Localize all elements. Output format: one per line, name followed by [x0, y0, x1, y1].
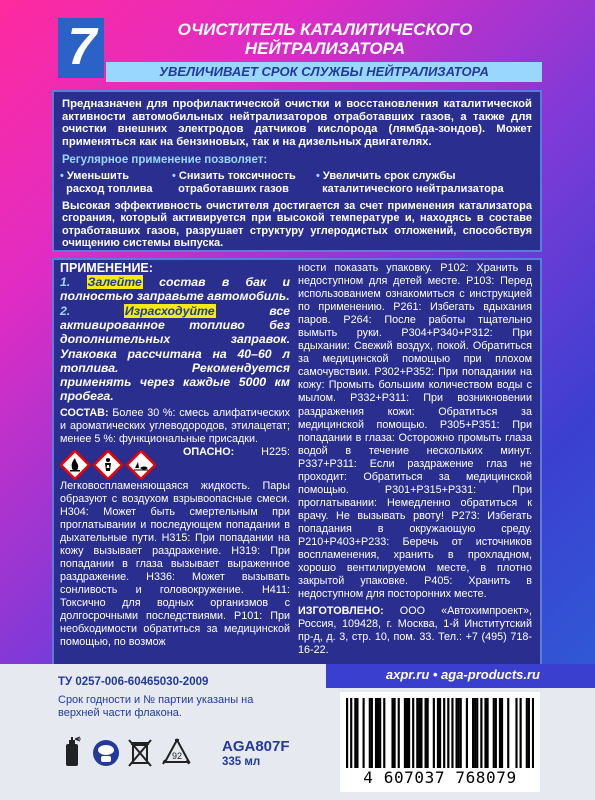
- composition: СОСТАВ: Более 30 %: смесь алифатических и ароматических углеводородов, этилацетат; менее 5 %: функциональные присадки.: [60, 406, 290, 445]
- barcode-bar: [495, 698, 497, 768]
- info-panel: [52, 90, 542, 252]
- product-title: [110, 20, 540, 58]
- benefit-toxicity: • Снизить токсичность отработавших газов: [172, 170, 296, 195]
- usage-panel: [52, 258, 542, 666]
- intro-text: Предназначен для профилактической очистки и восстановления каталитической активности автомобильных нейтрализаторов отработавших газов, а также для очистки внешних электродов датчиков кислорода (лямбда-зондов). Может применяться как на бензиновых, так и на дизельных двигателях.: [62, 98, 532, 148]
- barcode-bar: [480, 698, 482, 768]
- barcode-bar: [375, 698, 377, 768]
- barcode-bar: [350, 698, 352, 768]
- barcode-bar: [451, 698, 453, 768]
- barcode-bar: [356, 698, 358, 768]
- recycle-icon: [160, 736, 194, 770]
- barcode-bar: [532, 698, 534, 768]
- usage-left-column: [60, 262, 290, 649]
- barcode-bar: [460, 698, 462, 768]
- barcode-bar: [443, 698, 445, 768]
- efficiency-text: Высокая эффективность очистителя достигается за счет применения катализатора сгорания, который активируется при высокой температуре и, находясь в составе отработавших газов, разрушает структуру углеродистых отложений, способствуя очищению системы выпуска.: [62, 200, 532, 250]
- benefit-lifetime: • Увеличить срок службы каталитического нейтрализатора: [316, 170, 504, 195]
- barcode-bar: [404, 698, 406, 768]
- product-subtitle: УВЕЛИЧИВАЕТ СРОК СЛУЖБЫ НЕЙТРАЛИЗАТОРА: [106, 62, 542, 82]
- barcode-bar: [439, 698, 441, 768]
- manufacturer: ИЗГОТОВЛЕНО: ООО «Автохимпроект», Россия, 109428, г. Москва, 1-й Институтский пр-д, д. 3, стр. 10, пом. 33. Тел.: +7 (495) 718-16-22.: [298, 605, 532, 657]
- health-hazard-pictogram-icon: [93, 450, 123, 480]
- barcode-bar: [427, 698, 429, 768]
- barcode-bar: [499, 698, 501, 768]
- barcode-bar: [406, 698, 408, 768]
- barcode-bar: [363, 698, 365, 768]
- hazard-statements: ОПАСНО: H225: Легковоспламеняющаяся жидкость. Пары образуют с воздухом взрывоопасные смеси. H304: Может быть смертельным при проглатывании и последующем попадании в дыхательные пути. H315: При попадании на кожу вызывает раздражение. H319: При попадании в глаза вызывает выраженное раздражение. H336: Может вызывать сонливость и головокружение. H411: Токсично для водных организмов с долгосрочными последствиями. P101: При необходимости обратиться за медицинской помощью, по возмож: [60, 445, 290, 649]
- barcode-bar: [383, 698, 385, 768]
- barcode-bar: [379, 698, 381, 768]
- barcode-bar: [418, 698, 420, 768]
- environment-pictogram-icon: [126, 450, 156, 480]
- crossed-bin-icon: [126, 736, 154, 770]
- barcode-bar: [391, 698, 393, 768]
- barcode-bar: [501, 698, 503, 768]
- tu-code: ТУ 0257-006-60465030-2009: [58, 676, 209, 688]
- flame-pictogram-icon: [60, 450, 90, 480]
- barcode-bar: [455, 698, 457, 768]
- barcode-bar: [476, 698, 478, 768]
- barcode-bar: [472, 698, 474, 768]
- barcode-bar: [346, 698, 348, 768]
- barcode-bar: [507, 698, 509, 768]
- usage-title: ПРИМЕНЕНИЕ:: [60, 261, 153, 275]
- barcode-bar: [493, 698, 495, 768]
- barcode-bar: [528, 698, 530, 768]
- recycle-code: 92: [171, 751, 183, 761]
- expiry-note: Срок годности и № партии указаны на верхней части флакона.: [58, 694, 254, 719]
- barcode-bar: [437, 698, 439, 768]
- barcode-bar: [433, 698, 435, 768]
- barcode-bar: [398, 698, 400, 768]
- website-links: axpr.ru • aga-products.ru: [385, 667, 540, 682]
- usage-step-1: 1. Залейте состав в бак и полностью заправьте автомобиль.: [60, 275, 290, 304]
- barcode-bar: [420, 698, 422, 768]
- benefit-fuel: • Уменьшить расход топлива: [60, 170, 153, 195]
- barcode-bar: [484, 698, 486, 768]
- ghs-pictograms: [60, 450, 156, 480]
- barcode-bar: [369, 698, 371, 768]
- usage-step-2: 2. Израсходуйте все активированное топливо без дополнительных заправок. Упаковка рассчитана на 40–60 л топлива. Рекомендуется применять через каждые 5000 км пробега.: [60, 303, 291, 404]
- title-line-2: НЕЙТРАЛИЗАТОРА: [244, 39, 406, 58]
- product-code: AGA807F: [222, 738, 290, 755]
- barcode-bar: [520, 698, 522, 768]
- barcode-bar: [354, 698, 356, 768]
- title-line-1: ОЧИСТИТЕЛЬ КАТАЛИТИЧЕСКОГО: [177, 20, 473, 39]
- barcode-bar: [466, 698, 468, 768]
- barcode-bar: [447, 698, 449, 768]
- volume: 335 мл: [222, 756, 261, 768]
- footer-icons: [58, 736, 194, 770]
- aerosol-can-icon: [58, 736, 86, 770]
- barcode-bar: [526, 698, 528, 768]
- barcode-bar: [412, 698, 414, 768]
- barcode-number: 4 607037 768079: [363, 768, 517, 787]
- protective-mask-icon: [92, 736, 120, 770]
- barcode-bar: [458, 698, 460, 768]
- usage-right-column: [298, 262, 532, 657]
- barcode-bar: [408, 698, 410, 768]
- barcode-bar: [425, 698, 427, 768]
- regular-use-title: Регулярное применение позволяет:: [62, 154, 268, 166]
- product-number: 7: [67, 18, 97, 76]
- barcode-bar: [371, 698, 373, 768]
- barcode-bar: [394, 698, 396, 768]
- barcode-bar: [377, 698, 379, 768]
- barcode-bar: [515, 698, 517, 768]
- barcode: [340, 692, 540, 792]
- barcode-bar: [416, 698, 418, 768]
- barcode-bar: [474, 698, 476, 768]
- barcode-bars: [346, 698, 534, 768]
- precautionary-statements: ности показать упаковку. P102: Хранить в недоступном для детей месте. P103: Перед использованием ознакомиться с инструкцией по применению. P261: Избегать вдыхания паров. P264: После работы тщательно вымыть руки. P304+P340+P312: При вдыхании: Свежий воздух, покой. Обратиться за медицинской помощью при плохом самочувствии. P302+P352: При попадании на кожу: Промыть большим количеством воды с мылом. P332+P311: При возникновении раздражения кожи: Обратиться за медицинской помощью. P305+P351: При попадании в глаза: Осторожно промыть глаза водой в течение нескольких минут. P337+P311: Если раздражение глаз не проходит: Обратиться за медицинской помощью. P301+P315+P331: При проглатывании: Немедленно обратиться к врачу. Не вызывать рвоту! P273: Избегать попадания в окружающую среду. P210+P403+P233: Беречь от источников воспламенения, хранить в прохладном, хорошо вентилируемом месте, в плотно закрытой упаковке. P405: Хранить в недоступном для посторонних месте.: [298, 262, 532, 601]
- barcode-bar: [486, 698, 488, 768]
